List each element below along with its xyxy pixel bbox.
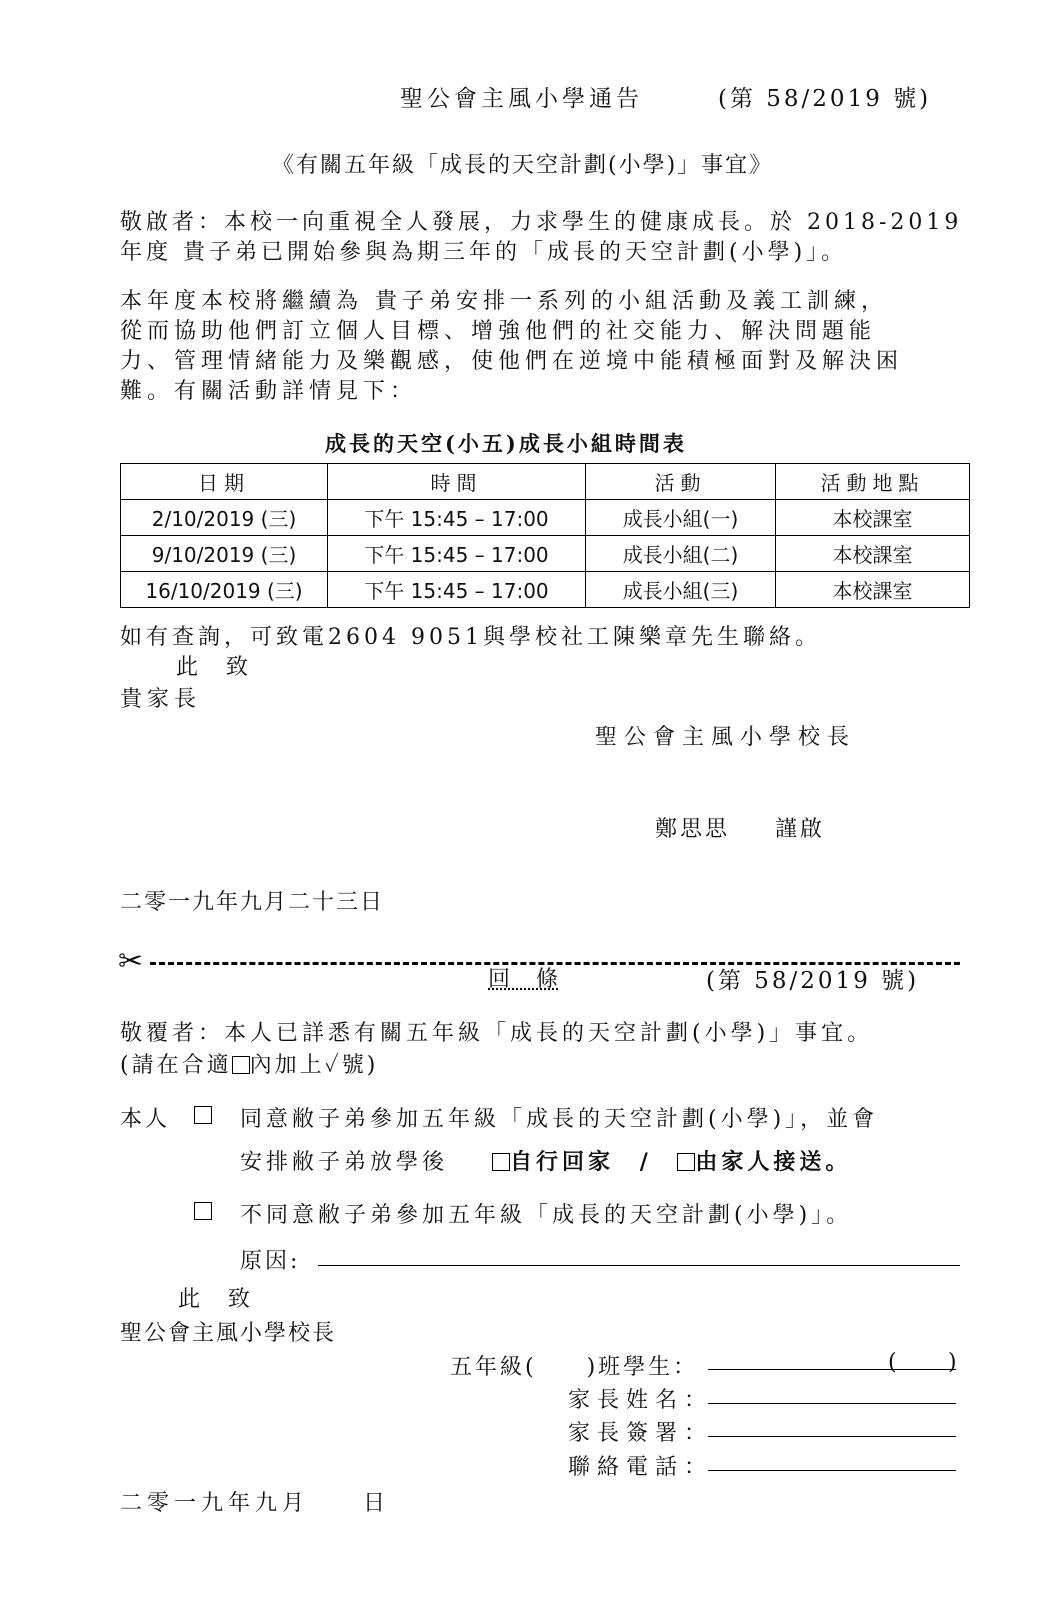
- intro-paragraph: [120, 208, 970, 268]
- parent-name-field[interactable]: [708, 1403, 956, 1404]
- reply-instruction: [120, 1048, 378, 1079]
- reply-number: (第 58/2019 號): [706, 968, 920, 994]
- details-line-3: 力、管理情緒能力及樂觀感，使他們在逆境中能積極面對及解決困: [120, 349, 904, 374]
- option-separator: /: [639, 1149, 652, 1175]
- cell-activity: 成長小組(一): [586, 500, 776, 536]
- instruction-pre: (請在合適: [120, 1053, 232, 1078]
- cell-activity: 成長小組(三): [586, 572, 776, 608]
- cell-time: 下午 15:45 – 17:00: [328, 500, 586, 536]
- agree-checkbox[interactable]: [194, 1106, 212, 1124]
- notice-number: (第 58/2019 號): [718, 86, 932, 112]
- reply-ci-zhi: 此 致: [178, 1287, 254, 1312]
- cell-venue: 本校課室: [776, 572, 970, 608]
- reply-title: 回 條: [488, 967, 561, 992]
- header-time: 時間: [328, 464, 586, 500]
- recipient-parents: 貴家長: [120, 687, 202, 712]
- agree-text-2: 安排敝子弟放學後: [240, 1150, 449, 1175]
- schedule-table: [120, 463, 970, 608]
- intro-line-2: 年度 貴子弟已開始參與為期三年的「成長的天空計劃(小學)」。: [120, 240, 848, 265]
- scissors-icon: ✂: [118, 944, 144, 979]
- option-self-return: 自行回家: [510, 1149, 615, 1175]
- option-family-pickup: 由家人接送。: [695, 1149, 852, 1175]
- phone-label: 聯絡電話：: [568, 1455, 714, 1480]
- details-line-4: 難。有關活動詳情見下：: [120, 379, 418, 404]
- parent-signature-field[interactable]: [708, 1436, 956, 1437]
- cell-date: 2/10/2019 (三): [121, 500, 328, 536]
- cell-date: 16/10/2019 (三): [121, 572, 328, 608]
- pickup-options: [492, 1145, 851, 1176]
- phone-field[interactable]: [708, 1470, 956, 1471]
- reply-date: 二零一九年九月 日: [120, 1491, 391, 1516]
- class-no-close: ): [948, 1350, 960, 1375]
- disagree-text: 不同意敝子弟參加五年級「成長的天空計劃(小學)」。: [240, 1203, 853, 1228]
- notice-date: 二零一九年九月二十三日: [120, 890, 385, 915]
- self-label: 本人: [120, 1107, 171, 1132]
- notice-title: 聖公會主風小學通告: [400, 86, 643, 112]
- schedule-header-row: [121, 464, 970, 500]
- reply-recipient: 聖公會主風小學校長: [120, 1321, 337, 1346]
- signer-name: 鄭思思: [655, 817, 731, 842]
- table-row: [121, 536, 970, 572]
- checkbox-example-icon: [232, 1056, 250, 1074]
- cell-date: 9/10/2019 (三): [121, 536, 328, 572]
- cell-venue: 本校課室: [776, 500, 970, 536]
- sender-principal: 聖公會主風小學校長: [595, 725, 857, 750]
- family-pickup-checkbox[interactable]: [677, 1153, 695, 1171]
- class-no-open: (: [888, 1350, 900, 1375]
- disagree-checkbox[interactable]: [194, 1202, 212, 1220]
- details-line-1: 本年度本校將繼續為 貴子弟安排一系列的小組活動及義工訓練，: [120, 289, 888, 314]
- ci-zhi: 此 致: [176, 655, 252, 680]
- header-activity: 活動: [586, 464, 776, 500]
- details-line-2: 從而協助他們訂立個人目標、增強他們的社交能力、解決問題能: [120, 319, 877, 344]
- header-venue: 活動地點: [776, 464, 970, 500]
- details-paragraph: [120, 287, 970, 407]
- reason-label: 原因:: [240, 1249, 301, 1274]
- cell-activity: 成長小組(二): [586, 536, 776, 572]
- intro-line-1: 敬啟者：本校一向重視全人發展，力求學生的健康成長。於 2018-2019: [120, 210, 963, 235]
- schedule-title: 成長的天空(小五)成長小組時間表: [325, 431, 687, 456]
- enquiry-text: 如有查詢，可致電2604 9051與學校社工陳樂章先生聯絡。: [120, 625, 821, 650]
- cell-venue: 本校課室: [776, 536, 970, 572]
- cell-time: 下午 15:45 – 17:00: [328, 536, 586, 572]
- parent-name-label: 家長姓名：: [568, 1388, 714, 1413]
- table-row: [121, 572, 970, 608]
- reply-acknowledgement: 敬覆者：本人已詳悉有關五年級「成長的天空計劃(小學)」事宜。: [120, 1021, 874, 1046]
- class-label: 五年級( )班學生：: [450, 1355, 699, 1380]
- reason-field[interactable]: [318, 1265, 960, 1266]
- self-return-checkbox[interactable]: [492, 1153, 510, 1171]
- notice-subject: 《有關五年級「成長的天空計劃(小學)」事宜》: [272, 153, 774, 178]
- parent-signature-label: 家長簽署：: [568, 1421, 714, 1446]
- instruction-post: 內加上✓號): [249, 1053, 379, 1078]
- respect-word: 謹啟: [775, 817, 826, 842]
- student-name-field[interactable]: [708, 1369, 956, 1370]
- table-row: [121, 500, 970, 536]
- agree-text-1: 同意敝子弟參加五年級「成長的天空計劃(小學)」，並會: [240, 1107, 879, 1132]
- cell-time: 下午 15:45 – 17:00: [328, 572, 586, 608]
- header-date: 日期: [121, 464, 328, 500]
